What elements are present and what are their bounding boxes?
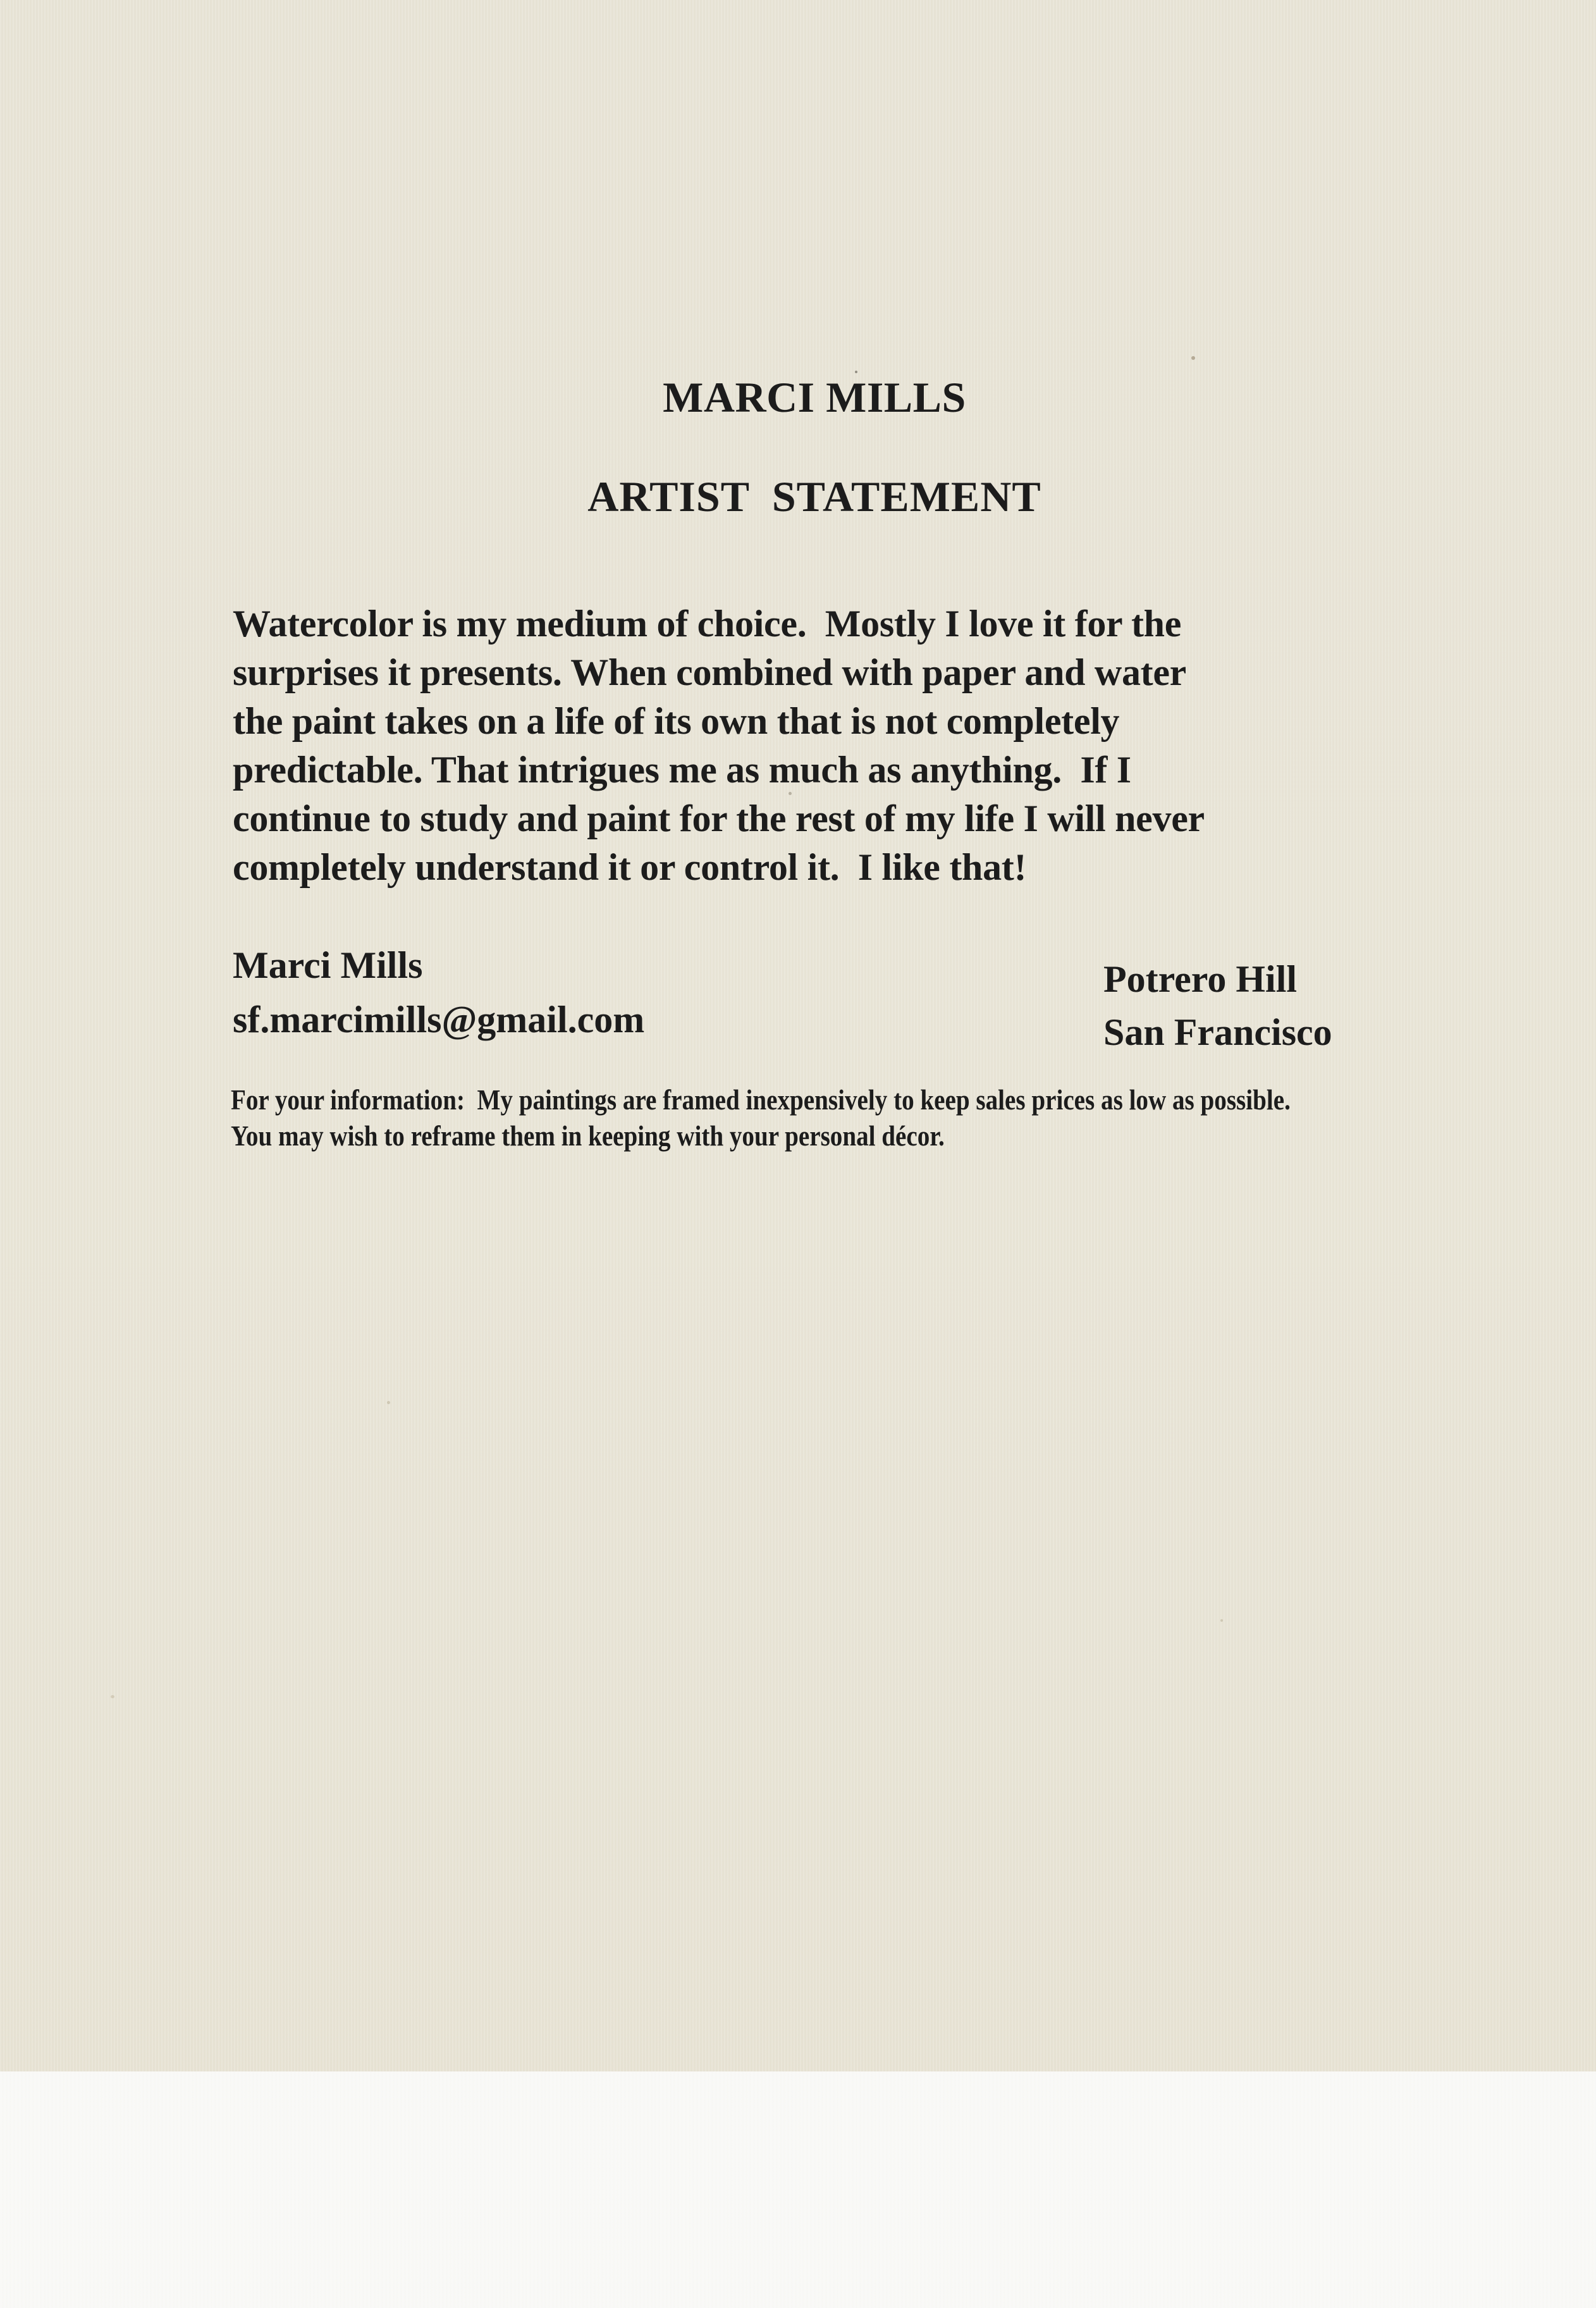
page-subtitle: ARTIST STATEMENT	[587, 472, 1041, 521]
location-block	[1103, 953, 1332, 1059]
paper-speck	[111, 1695, 114, 1698]
artist-statement-paragraph	[233, 600, 1561, 892]
contact-city: San Francisco	[1103, 1011, 1332, 1053]
statement-line: the paint takes on a life of its own that is not completely	[233, 700, 1120, 742]
page-title: MARCI MILLS	[663, 373, 966, 421]
paper-speck	[1220, 1619, 1223, 1622]
statement-line: continue to study and paint for the rest of my life I will never	[233, 798, 1205, 839]
statement-line: surprises it presents. When combined with paper and water	[233, 651, 1187, 693]
paper-speck	[1191, 356, 1195, 360]
scanner-background	[0, 2071, 1596, 2308]
contact-block	[233, 938, 644, 1047]
paper-speck	[387, 1401, 390, 1404]
statement-line: Watercolor is my medium of choice. Mostly I love it for the	[233, 603, 1182, 645]
framing-note-line: You may wish to reframe them in keeping with your personal décor.	[231, 1120, 945, 1152]
statement-line: predictable. That intrigues me as much as anything. If I	[233, 749, 1131, 791]
framing-note	[231, 1082, 1291, 1154]
contact-neighborhood: Potrero Hill	[1103, 958, 1298, 1000]
framing-note-line: For your information: My paintings are framed inexpensively to keep sales prices as low as possible.	[231, 1083, 1291, 1116]
statement-line: completely understand it or control it. I like that!	[233, 846, 1027, 888]
contact-name: Marci Mills	[233, 944, 423, 986]
contact-email: sf.marcimills@gmail.com	[233, 999, 645, 1040]
